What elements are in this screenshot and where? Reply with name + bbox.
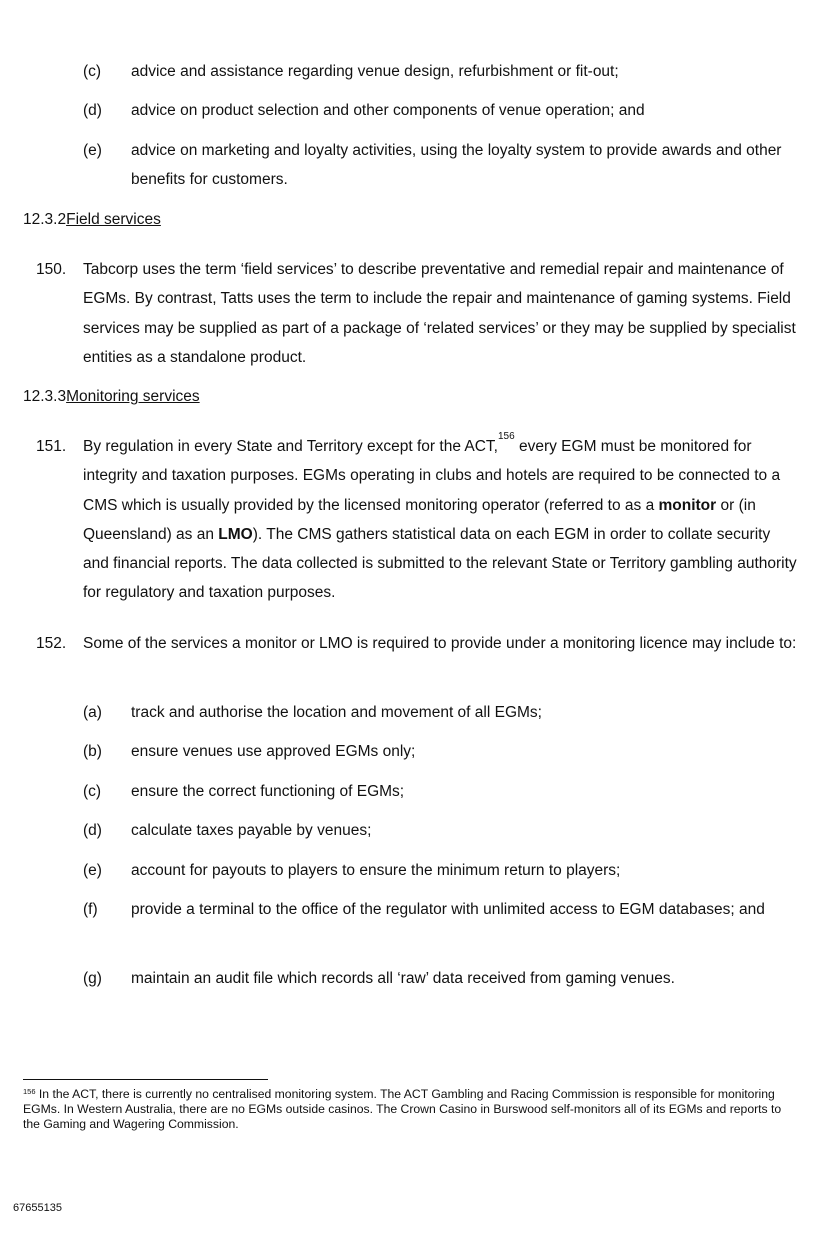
section-title: Field services bbox=[66, 211, 161, 228]
footnote bbox=[23, 1087, 793, 1132]
section-heading-field-services bbox=[23, 209, 161, 231]
list-item-text: account for payouts to players to ensure the minimum return to players; bbox=[131, 862, 621, 879]
paragraph-number: 150. bbox=[36, 261, 67, 278]
paragraph-text-part: or (in Queensland) as an bbox=[83, 496, 756, 543]
list-item-text: advice on product selection and other components of venue operation; and bbox=[131, 102, 645, 119]
list-item-label: (b) bbox=[83, 743, 102, 760]
list-item-text: advice and assistance regarding venue design, refurbishment or fit-out; bbox=[131, 63, 619, 80]
list-item-text: maintain an audit file which records all ‘raw’ data received from gaming venues. bbox=[131, 970, 675, 987]
paragraph-number: 152. bbox=[36, 635, 67, 652]
document-id: 67655135 bbox=[13, 1202, 62, 1214]
list-item-text: ensure venues use approved EGMs only; bbox=[131, 743, 416, 760]
list-item-label: (c) bbox=[83, 783, 102, 800]
defined-term-monitor: monitor bbox=[658, 496, 717, 514]
paragraph-text bbox=[83, 432, 798, 608]
paragraph-text: Some of the services a monitor or LMO is required to provide under a monitoring licence may include to: bbox=[83, 635, 797, 652]
footnote-separator bbox=[23, 1079, 268, 1080]
list-item-label: (g) bbox=[83, 970, 102, 987]
footnote-reference[interactable]: 156 bbox=[497, 431, 515, 442]
list-item-label: (f) bbox=[83, 901, 98, 918]
list-item-text: ensure the correct functioning of EGMs; bbox=[131, 783, 405, 800]
footnote-text: In the ACT, there is currently no centralised monitoring system. The ACT Gambling and Racing Commission is responsible for monitoring EGMs. In Western Australia, there are no EGMs outside casinos. The Crown Casino in Burswood self-monitors all of its EGMs and reports to the Gaming and Wagering Commission. bbox=[23, 1087, 782, 1131]
section-heading-monitoring-services bbox=[23, 386, 200, 408]
list-item-text: provide a terminal to the office of the regulator with unlimited access to EGM databases; and bbox=[131, 901, 765, 918]
list-item-label: (e) bbox=[83, 862, 102, 879]
list-item-label: (c) bbox=[83, 63, 102, 80]
section-number: 12.3.2 bbox=[23, 211, 67, 228]
list-item-text: calculate taxes payable by venues; bbox=[131, 822, 372, 839]
section-number: 12.3.3 bbox=[23, 388, 67, 405]
list-item-label: (e) bbox=[83, 142, 102, 159]
footnote-number: 156 bbox=[23, 1087, 36, 1096]
paragraph-text-part: every EGM must be monitored for integrity and taxation purposes. EGMs operating in clubs and hotels are required to be connected to a CMS which is usually provided by the licensed monitoring operator (referred to as a bbox=[83, 438, 781, 514]
section-title: Monitoring services bbox=[66, 388, 200, 405]
list-item-label: (d) bbox=[83, 102, 102, 119]
defined-term-lmo: LMO bbox=[218, 525, 253, 543]
paragraph-text-part: By regulation in every State and Territory except for the ACT, bbox=[83, 438, 498, 455]
paragraph-text: Tabcorp uses the term ‘field services’ to describe preventative and remedial repair and maintenance of EGMs. By contrast, Tatts uses the term to include the repair and maintenance of gaming systems. Field services may be supplied as part of a package of ‘related services’ or they may be supplied by specialist entities as a standalone product. bbox=[83, 261, 796, 366]
list-item-label: (a) bbox=[83, 704, 102, 721]
list-item-label: (d) bbox=[83, 822, 102, 839]
paragraph-number: 151. bbox=[36, 438, 67, 455]
paragraph-text-part: ). The CMS gathers statistical data on each EGM in order to collate security and financial reports. The data collected is submitted to the relevant State or Territory gambling authority for regulatory and taxation purposes. bbox=[83, 525, 797, 602]
list-item-text: track and authorise the location and movement of all EGMs; bbox=[131, 704, 542, 721]
list-item-text: advice on marketing and loyalty activities, using the loyalty system to provide awards and other benefits for customers. bbox=[131, 142, 782, 189]
